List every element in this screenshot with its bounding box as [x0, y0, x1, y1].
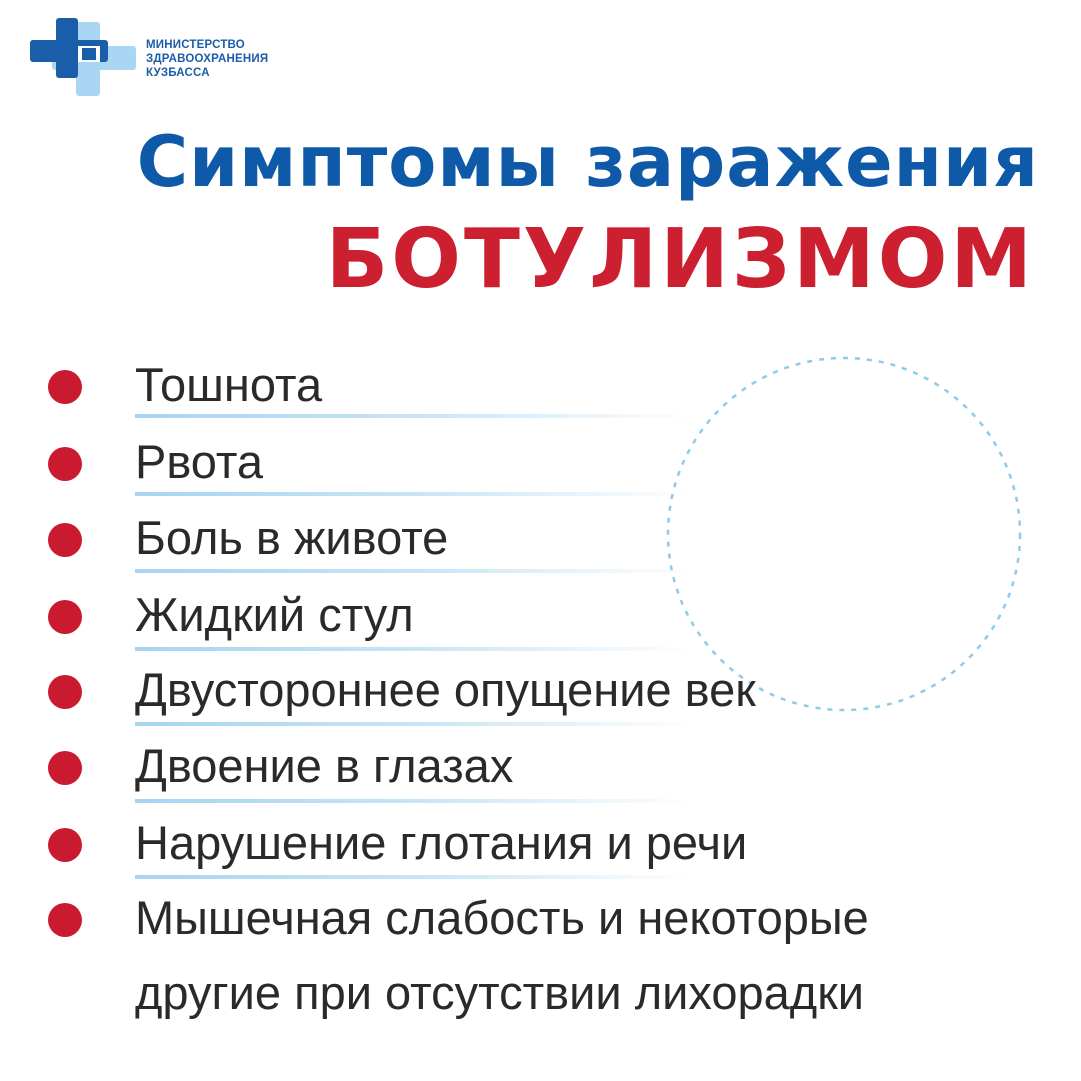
bullet-icon [48, 447, 82, 481]
underline-divider [135, 722, 695, 726]
symptom-text: Тошнота [135, 358, 323, 411]
bullet-icon [48, 523, 82, 557]
ministry-logo-icon [30, 18, 140, 100]
decorative-dashed-circle [664, 354, 1024, 714]
symptom-text: Нарушение глотания и речи [135, 816, 748, 869]
ministry-name-line-3: КУЗБАССА [146, 67, 210, 79]
symptom-text: Мышечная слабость и некоторые [135, 891, 869, 944]
ministry-name-line-2: ЗДРАВООХРАНЕНИЯ [146, 53, 269, 65]
bullet-icon [48, 370, 82, 404]
symptom-text: Рвота [135, 435, 264, 488]
symptom-text: Жидкий стул [135, 588, 414, 641]
symptom-text: Двоение в глазах [135, 739, 514, 792]
bullet-icon [48, 600, 82, 634]
bullet-icon [48, 675, 82, 709]
bullet-icon [48, 828, 82, 862]
underline-divider [135, 414, 695, 418]
underline-divider [135, 799, 695, 803]
ministry-name [146, 38, 268, 80]
underline-divider [135, 492, 695, 496]
page-title-line-2: БОТУЛИЗМОМ [325, 212, 1035, 307]
bullet-icon [48, 903, 82, 937]
symptom-text-continued: другие при отсутствии лихорадки [135, 966, 865, 1019]
symptom-text: Боль в животе [135, 511, 449, 564]
symptom-text: Двустороннее опущение век [135, 663, 756, 716]
underline-divider [135, 569, 695, 573]
bullet-icon [48, 751, 82, 785]
ministry-name-line-1: МИНИСТЕРСТВО [146, 39, 245, 51]
page-title-line-1: Симптомы заражения [136, 121, 1039, 203]
underline-divider [135, 647, 695, 651]
underline-divider [135, 875, 695, 879]
